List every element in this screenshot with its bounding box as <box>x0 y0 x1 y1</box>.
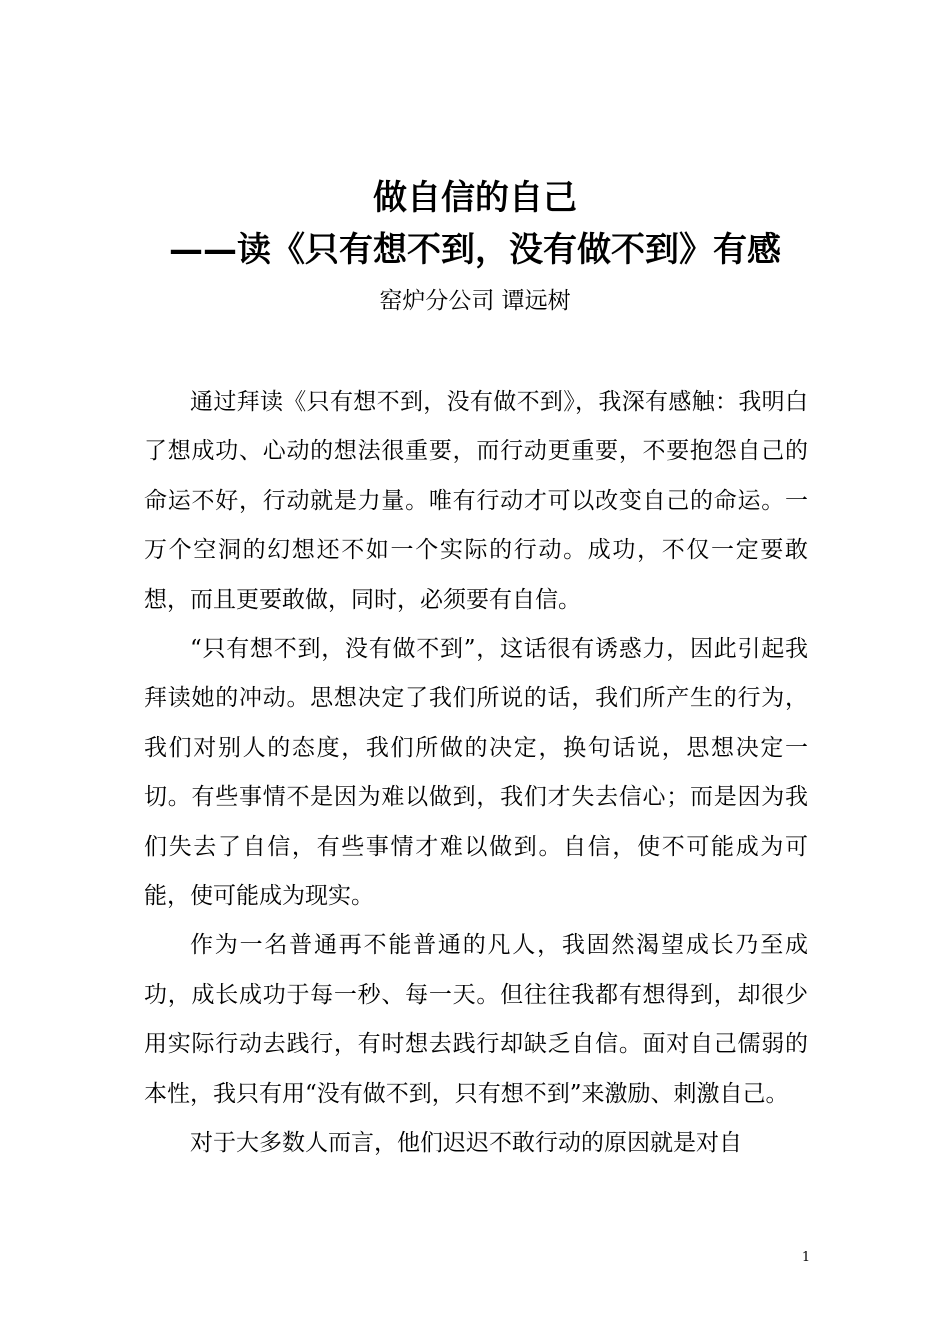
document-title: 做自信的自己 <box>373 178 577 218</box>
document-body <box>144 378 808 1169</box>
paragraph: 对于大多数人而言，他们迟迟不敢行动的原因就是对自 <box>190 1130 742 1157</box>
paragraph: 作为一名普通再不能普通的凡人，我固然渴望成长乃至成功，成长成功于每一秒、每一天。但往往我都有想得到，却很少用实际行动去践行，有时想去践行却缺乏自信。面对自己儒弱的本性，我只有用“没有做不到，只有想不到”来激励、刺激自己。 <box>144 932 808 1107</box>
page-number: 1 <box>801 1250 811 1265</box>
author-line: 窑炉分公司 谭远树 <box>379 288 571 314</box>
document-subtitle: ——读《只有想不到，没有做不到》有感 <box>169 230 781 270</box>
paragraph: “只有想不到，没有做不到”，这话很有诱惑力，因此引起我拜读她的冲动。思想决定了我们所说的话，我们所产生的行为，我们对别人的态度，我们所做的决定，换句话说，思想决定一切。有些事情不是因为难以做到，我们才失去信心；而是因为我们失去了自信，有些事情才难以做到。自信，使不可能成为可能，使可能成为现实。 <box>144 636 808 910</box>
paragraph: 通过拜读《只有想不到，没有做不到》，我深有感触：我明白了想成功、心动的想法很重要，而行动更重要，不要抱怨自己的命运不好，行动就是力量。唯有行动才可以改变自己的命运。一万个空洞的幻想还不如一个实际的行动。成功，不仅一定要敢想，而且更要敢做，同时，必须要有自信。 <box>144 389 808 613</box>
